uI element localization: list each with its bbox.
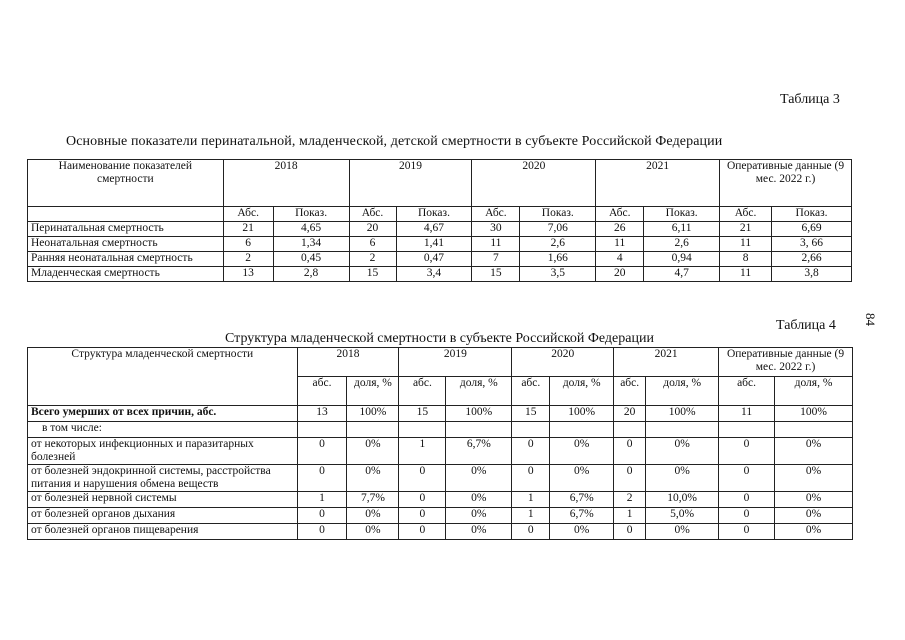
table4-cell: 0% (446, 524, 512, 540)
table4-cell: 1 (512, 492, 550, 508)
table4-row-name: от болезней органов пищеварения (28, 524, 298, 540)
table3-header-row (28, 160, 852, 207)
table4-cell: 100% (347, 406, 399, 422)
table3-cell: 6 (223, 237, 273, 252)
table4-cell: 0 (399, 465, 446, 492)
table4-cell: 0 (719, 438, 775, 465)
table4-label: Таблица 4 (776, 318, 836, 333)
table3-row (28, 252, 852, 267)
table3-sub-rate: Показ. (644, 207, 720, 222)
table4-cell: 1 (512, 508, 550, 524)
table3-cell: 1,66 (520, 252, 596, 267)
table4-cell: 100% (775, 406, 853, 422)
table3-cell: 2,6 (644, 237, 720, 252)
table3-cell: 26 (596, 222, 644, 237)
table4-cell: 7,7% (347, 492, 399, 508)
table3-sub-abs: Абс. (596, 207, 644, 222)
table4-cell: 0% (646, 524, 719, 540)
table4-sub-abs: абс. (512, 377, 550, 406)
table4-cell: 0 (399, 524, 446, 540)
table3-cell: 15 (472, 267, 520, 282)
table3-cell: 20 (596, 267, 644, 282)
table4-cell: 0% (646, 465, 719, 492)
table3-cell: 2,66 (772, 252, 852, 267)
table3-cell: 6 (349, 237, 396, 252)
table4-row (28, 508, 853, 524)
table4-cell: 0 (719, 508, 775, 524)
table4-cell: 1 (614, 508, 646, 524)
table4-empty-cell (347, 422, 399, 438)
table4-cell: 1 (399, 438, 446, 465)
table4-cell: 0 (512, 524, 550, 540)
table3-cell: 2,6 (520, 237, 596, 252)
table3-row (28, 237, 852, 252)
table4-cell: 13 (297, 406, 347, 422)
table4-empty-cell (550, 422, 614, 438)
table4-cell: 0 (297, 508, 347, 524)
table3-sub-rate: Показ. (520, 207, 596, 222)
table4-cell: 0% (347, 508, 399, 524)
table3-cell: 11 (472, 237, 520, 252)
table4-cell: 6,7% (550, 492, 614, 508)
table3-sub-rate: Показ. (772, 207, 852, 222)
table3-cell: 7,06 (520, 222, 596, 237)
table4-cell: 5,0% (646, 508, 719, 524)
table3-head-name: Наименование показателей смертности (28, 160, 224, 207)
table3-sub-rate: Показ. (396, 207, 472, 222)
table3-cell: 15 (349, 267, 396, 282)
table3-cell: 4 (596, 252, 644, 267)
table4-cell: 0% (347, 524, 399, 540)
table4-row (28, 438, 853, 465)
table4-cell: 0% (646, 438, 719, 465)
table4-cell: 6,7% (446, 438, 512, 465)
table3-oper-header: Оперативные данные (9 мес. 2022 г.) (720, 160, 852, 207)
table4-cell: 0 (614, 465, 646, 492)
table3-row-name: Неонатальная смертность (28, 237, 224, 252)
table3-sub-abs: Абс. (472, 207, 520, 222)
table3-cell: 13 (223, 267, 273, 282)
table4-total-row (28, 406, 853, 422)
table4-sub-share: доля, % (446, 377, 512, 406)
table3-cell: 3, 66 (772, 237, 852, 252)
table4-cell: 0% (550, 465, 614, 492)
table4-incl-label: в том числе: (28, 422, 298, 438)
table4-cell: 6,7% (550, 508, 614, 524)
table4-row (28, 465, 853, 492)
table3-subheader-row (28, 207, 852, 222)
table4-empty-cell (399, 422, 446, 438)
table4-sub-share: доля, % (775, 377, 853, 406)
table4-year-header: 2018 (297, 348, 399, 377)
table3-row (28, 267, 852, 282)
table4-row-name: от некоторых инфекционных и паразитарных болезней (28, 438, 298, 465)
table4-empty-cell (646, 422, 719, 438)
table4-cell: 0 (719, 465, 775, 492)
table4-empty-cell (719, 422, 775, 438)
table4-cell: 11 (719, 406, 775, 422)
table4-cell: 0% (775, 508, 853, 524)
table4-cell: 0 (719, 524, 775, 540)
table4-cell: 0% (775, 492, 853, 508)
table4-row-name: от болезней нервной системы (28, 492, 298, 508)
table3-cell: 11 (720, 267, 772, 282)
table3-year-header: 2020 (472, 160, 596, 207)
table3-sub-abs: Абс. (349, 207, 396, 222)
table4-empty-cell (775, 422, 853, 438)
table4-incl-row (28, 422, 853, 438)
table4-cell: 0% (446, 492, 512, 508)
table4-sub-abs: абс. (297, 377, 347, 406)
table3-cell: 8 (720, 252, 772, 267)
table3-cell: 0,94 (644, 252, 720, 267)
table4-cell: 0 (297, 465, 347, 492)
table4-cell: 100% (550, 406, 614, 422)
table4-year-header: 2019 (399, 348, 512, 377)
table3-cell: 0,45 (273, 252, 349, 267)
table4-row-name: от болезней эндокринной системы, расстройства питания и нарушения обмена веществ (28, 465, 298, 492)
table3-sub-abs: Абс. (223, 207, 273, 222)
table3-sub-rate: Показ. (273, 207, 349, 222)
table4-sub-abs: абс. (719, 377, 775, 406)
table3-title: Основные показатели перинатальной, младенческой, детской смертности в субъекте Российской Федерации (66, 134, 723, 149)
table4-total-name: Всего умерших от всех причин, абс. (28, 406, 298, 422)
table3-cell: 21 (720, 222, 772, 237)
table4-header-row (28, 348, 853, 377)
table4-cell: 0% (347, 438, 399, 465)
table4-cell: 0 (297, 524, 347, 540)
table3-cell: 3,8 (772, 267, 852, 282)
table4-year-header: 2020 (512, 348, 614, 377)
table3-cell: 3,4 (396, 267, 472, 282)
table4-cell: 0 (512, 438, 550, 465)
table4-cell: 0 (399, 492, 446, 508)
table4-empty-cell (297, 422, 347, 438)
table4-sub-share: доля, % (550, 377, 614, 406)
table4-cell: 0 (614, 438, 646, 465)
page-number: 84 (863, 313, 878, 326)
table3-cell: 2,8 (273, 267, 349, 282)
table4-cell: 2 (614, 492, 646, 508)
table3-row-name: Перинатальная смертность (28, 222, 224, 237)
table3-cell: 11 (596, 237, 644, 252)
table4-empty-cell (512, 422, 550, 438)
table3-sub-abs: Абс. (720, 207, 772, 222)
table4 (27, 347, 853, 540)
table4-row-name: от болезней органов дыхания (28, 508, 298, 524)
table3-cell: 4,7 (644, 267, 720, 282)
table3-cell: 0,47 (396, 252, 472, 267)
table3-cell: 30 (472, 222, 520, 237)
table3-row-name: Младенческая смертность (28, 267, 224, 282)
table4-cell: 100% (446, 406, 512, 422)
table4-sub-share: доля, % (646, 377, 719, 406)
table3-cell: 6,69 (772, 222, 852, 237)
table4-sub-abs: абс. (614, 377, 646, 406)
table4-title: Структура младенческой смертности в субъекте Российской Федерации (225, 331, 654, 346)
table4-cell: 10,0% (646, 492, 719, 508)
table4-sub-abs: абс. (399, 377, 446, 406)
table3-cell: 2 (349, 252, 396, 267)
table3-cell: 21 (223, 222, 273, 237)
table4-cell: 0% (775, 465, 853, 492)
table4-cell: 0% (347, 465, 399, 492)
table3-cell: 1,34 (273, 237, 349, 252)
table4-cell: 0% (446, 508, 512, 524)
table3-cell: 7 (472, 252, 520, 267)
table4-head-name: Структура младенческой смертности (28, 348, 298, 406)
table4-cell: 100% (646, 406, 719, 422)
table4-cell: 0 (297, 438, 347, 465)
table4-cell: 15 (512, 406, 550, 422)
table4-row (28, 524, 853, 540)
table4-cell: 0% (775, 524, 853, 540)
table3-year-header: 2019 (349, 160, 472, 207)
table3-empty-cell (28, 207, 224, 222)
table3-cell: 11 (720, 237, 772, 252)
table4-cell: 0% (775, 438, 853, 465)
table3-label: Таблица 3 (780, 92, 840, 107)
table4-body (28, 406, 853, 540)
table4-cell: 0% (550, 524, 614, 540)
table4-cell: 0% (446, 465, 512, 492)
table3-cell: 1,41 (396, 237, 472, 252)
table4-cell: 1 (297, 492, 347, 508)
table3-cell: 4,65 (273, 222, 349, 237)
table4-cell: 0 (719, 492, 775, 508)
table3-cell: 20 (349, 222, 396, 237)
table4-cell: 15 (399, 406, 446, 422)
table3-row (28, 222, 852, 237)
table4-cell: 0 (512, 465, 550, 492)
table3-body (28, 222, 852, 282)
table4-oper-header: Оперативные данные (9 мес. 2022 г.) (719, 348, 853, 377)
table4-empty-cell (614, 422, 646, 438)
table4-cell: 0 (399, 508, 446, 524)
table3 (27, 159, 852, 282)
table3-cell: 6,11 (644, 222, 720, 237)
table4-cell: 0 (614, 524, 646, 540)
table4-sub-share: доля, % (347, 377, 399, 406)
table4-empty-cell (446, 422, 512, 438)
table3-year-header: 2018 (223, 160, 349, 207)
table3-cell: 2 (223, 252, 273, 267)
table3-year-header: 2021 (596, 160, 720, 207)
table4-cell: 0% (550, 438, 614, 465)
table4-row (28, 492, 853, 508)
table3-row-name: Ранняя неонатальная смертность (28, 252, 224, 267)
table3-cell: 4,67 (396, 222, 472, 237)
table4-cell: 20 (614, 406, 646, 422)
table4-year-header: 2021 (614, 348, 719, 377)
table3-cell: 3,5 (520, 267, 596, 282)
